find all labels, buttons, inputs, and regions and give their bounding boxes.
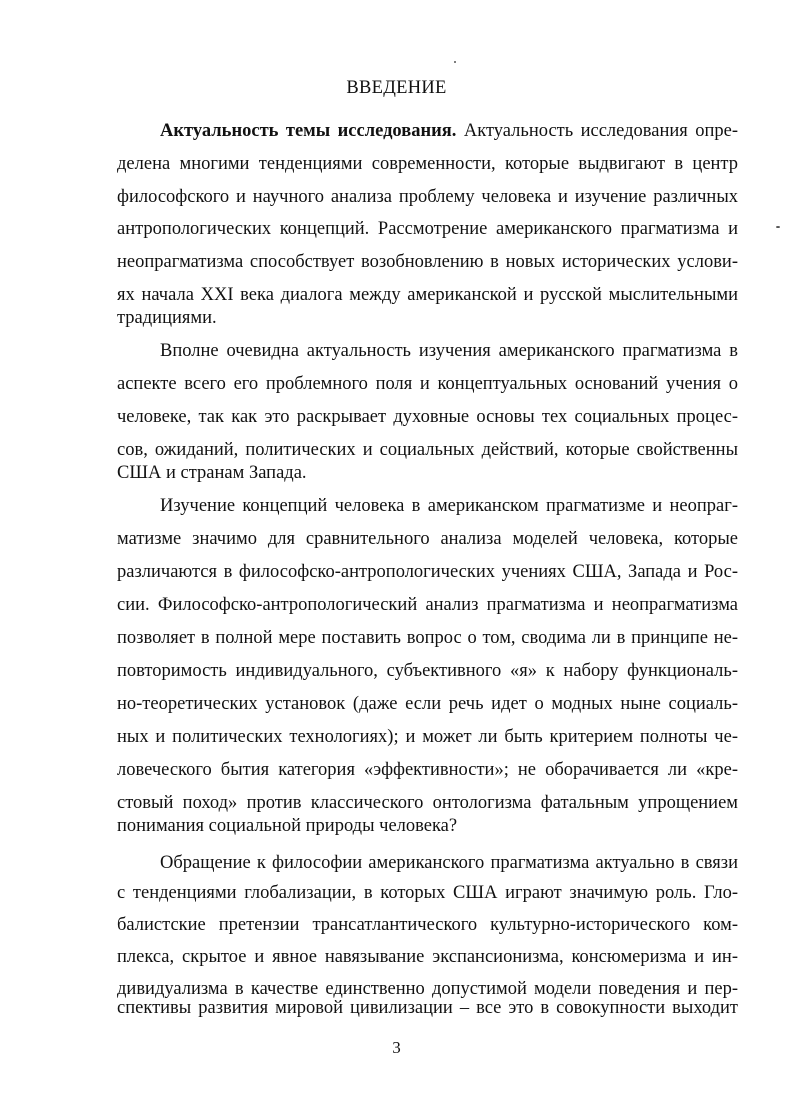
section-heading: Актуальность темы исследования. [160,121,457,141]
text-line: Обращение к философии американского прагматизма актуально в связи [160,853,738,873]
text-line: но-теоретических установок (даже если речь идет о модных ныне социаль- [117,694,738,714]
text-line: позволяет в полной мере поставить вопрос о том, сводима ли в принципе не- [117,628,738,648]
text-line: неопрагматизма способствует возобновлению в новых исторических услови- [117,252,738,272]
text-line [160,119,738,143]
text-line: сии. Философско-антропологический анализ прагматизма и неопрагматизма [117,595,738,615]
text-line: ях начала XXI века диалога между американской и русской мыслительными [117,285,738,305]
text-line: ловеческого бытия категория «эффективности»; не оборачивается ли «кре- [117,760,738,780]
text-line: плекса, скрытое и явное навязывание экспансионизма, консюмеризма и ин- [117,947,738,967]
scan-speck [776,226,780,228]
text-line: стовый поход» против классического онтологизма фатальным упрощением [117,793,738,813]
text-line: дивидуализма в качестве единственно допустимой модели поведения и пер- [117,979,738,999]
text-line: Вполне очевидна актуальность изучения американского прагматизма в [160,341,738,361]
text-line: с тенденциями глобализации, в которых США играют значимую роль. Гло- [117,883,738,903]
text-line: делена многими тенденциями современности, которые выдвигают в центр [117,154,738,174]
text-line: ных и политических технологиях); и может ли быть критерием полноты че- [117,727,738,747]
text-line: традициями. [117,308,217,328]
text-line: балистские претензии трансатлантического культурно-исторического ком- [117,915,738,935]
page-number: 3 [392,1038,401,1057]
text-line: повторимость индивидуального, субъективного «я» к набору функциональ- [117,661,738,681]
text-line: США и странам Запада. [117,463,307,483]
text-line: философского и научного анализа проблему человека и изучение различных [117,187,738,207]
text-line: аспекте всего его проблемного поля и концептуальных оснований учения о [117,374,738,394]
text-line: человеке, так как это раскрывает духовные основы тех социальных процес- [117,407,738,427]
text-line: понимания социальной природы человека? [117,816,458,836]
text-line: сов, ожиданий, политических и социальных действий, которые свойственны [117,440,738,460]
text-line: различаются в философско-антропологических учениях США, Запада и Рос- [117,562,738,582]
scan-speck [454,61,456,63]
text-line: спективы развития мировой цивилизации – все это в совокупности выходит [117,998,738,1018]
text-line: Изучение концепций человека в американском прагматизме и неопраг- [160,496,738,516]
text-line: антропологических концепций. Рассмотрение американского прагматизма и [117,219,738,239]
text-span: Актуальность исследования опре- [456,121,738,141]
text-line: матизме значимо для сравнительного анализа моделей человека, которые [117,529,738,549]
page-title: ВВЕДЕНИЕ [346,78,447,98]
